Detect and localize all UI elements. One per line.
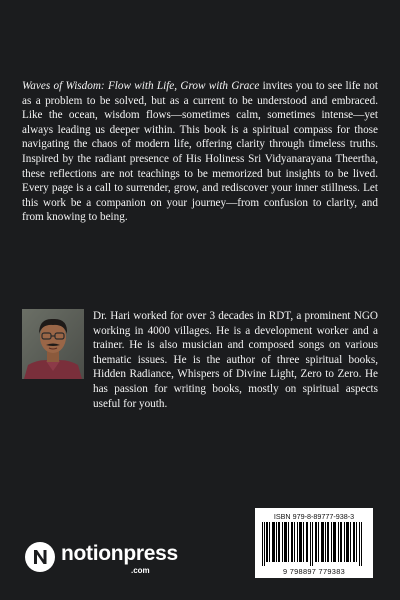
blurb-text: invites you to see life not as a problem to be solved, but as a current to be understood and embraced. Like the ocean, wisdom flows—sometimes calm, sometimes intense—yet always leading us deeper within. This book is a spiritual compass for those navigating the chaos of modern life, offering clarity through timeless truths. Inspired by the radiant presence of His Holiness Sri Vidyanarayana Theertha, these reflections are not teachings to be memorized but insights to be lived. Every page is a call to surrender, grow, and rediscover your inner stillness. Let this work be a companion on your journey—from confusion to clarity, and from knowing to being. (22, 80, 378, 224)
barcode-bars (262, 522, 366, 566)
publisher-domain: .com (131, 566, 150, 575)
notion-press-n-logo-icon (24, 541, 56, 573)
author-photo (22, 309, 84, 379)
author-portrait-image (22, 309, 84, 379)
book-title-italic: Waves of Wisdom: Flow with Life, Grow with Grace (22, 80, 260, 92)
publisher-name: notionpress (61, 542, 178, 565)
barcode-number: 9 798897 779383 (282, 567, 346, 576)
book-blurb (22, 79, 378, 225)
author-bio: Dr. Hari worked for over 3 decades in RDT, a prominent NGO working in 4000 villages. He is a development worker and a trainer. He is also musician and composed songs on various thematic issues. He is the author of three spiritual books, Hidden Radiance, Whispers of Divine Light, Zero to Zero. He has passion for writing books, mostly on spiritual aspects useful for youth. (93, 310, 378, 410)
isbn-barcode (255, 508, 373, 578)
isbn-label: ISBN 979-8-89777-938-3 (273, 512, 355, 521)
